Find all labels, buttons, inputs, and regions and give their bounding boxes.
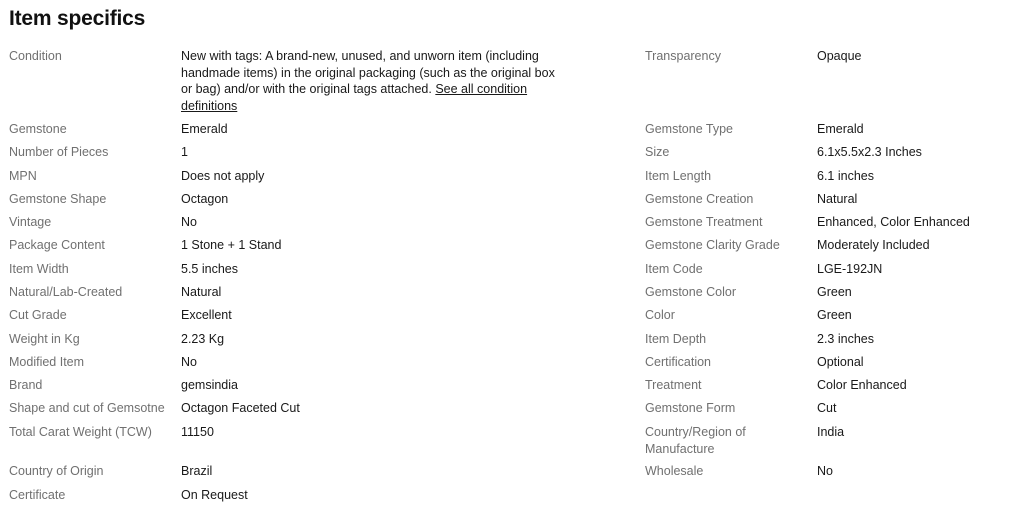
- spec-value: Natural: [817, 192, 858, 206]
- spec-label: Number of Pieces: [9, 145, 109, 159]
- condition-value: [181, 48, 566, 114]
- spec-value: Green: [817, 285, 852, 299]
- spec-value: Natural: [181, 285, 222, 299]
- spec-value: LGE-192JN: [817, 262, 883, 276]
- condition-definitions-link[interactable]: See all condition definitions: [181, 82, 528, 113]
- spec-label: Gemstone Clarity Grade: [645, 238, 780, 252]
- spec-label: Cut Grade: [9, 308, 67, 322]
- spec-label: Item Width: [9, 262, 69, 276]
- spec-label: Vintage: [9, 215, 52, 229]
- spec-value: Moderately Included: [817, 238, 930, 252]
- spec-value: 11150: [181, 425, 214, 439]
- spec-value: Emerald: [817, 122, 864, 136]
- spec-value: Emerald: [181, 122, 228, 136]
- spec-value: gemsindia: [181, 378, 238, 392]
- spec-label: Natural/Lab-Created: [9, 285, 123, 299]
- spec-label: Country/Region of Manufacture: [645, 425, 746, 456]
- spec-label: Wholesale: [645, 464, 704, 478]
- spec-value: No: [181, 355, 197, 369]
- spec-label: Country of Origin: [9, 464, 104, 478]
- spec-label: MPN: [9, 169, 37, 183]
- spec-label: Gemstone Creation: [645, 192, 754, 206]
- spec-value: Optional: [817, 355, 864, 369]
- spec-value: Does not apply: [181, 169, 265, 183]
- spec-label: Brand: [9, 378, 43, 392]
- spec-value: 1 Stone + 1 Stand: [181, 238, 282, 252]
- spec-label: Item Length: [645, 169, 712, 183]
- spec-value: No: [817, 464, 833, 478]
- spec-label: Gemstone Color: [645, 285, 737, 299]
- spec-value: On Request: [181, 488, 248, 502]
- spec-value: Opaque: [817, 49, 862, 63]
- spec-value: Color Enhanced: [817, 378, 907, 392]
- spec-value: 5.5 inches: [181, 262, 238, 276]
- spec-label: Total Carat Weight (TCW): [9, 425, 152, 439]
- section-title: Item specifics: [9, 7, 146, 30]
- spec-label: Condition: [9, 49, 62, 63]
- spec-value: 1: [181, 145, 188, 159]
- spec-label: Modified Item: [9, 355, 85, 369]
- spec-label: Gemstone Treatment: [645, 215, 763, 229]
- spec-label: Certificate: [9, 488, 66, 502]
- spec-value: Octagon Faceted Cut: [181, 401, 300, 415]
- spec-label: Item Depth: [645, 332, 707, 346]
- spec-value: Green: [817, 308, 852, 322]
- spec-label: Item Code: [645, 262, 703, 276]
- spec-label: Color: [645, 308, 675, 322]
- spec-value: 6.1 inches: [817, 169, 874, 183]
- spec-value: 6.1x5.5x2.3 Inches: [817, 145, 922, 159]
- spec-label: Gemstone Form: [645, 401, 736, 415]
- spec-label: Treatment: [645, 378, 702, 392]
- spec-label: Transparency: [645, 49, 721, 63]
- spec-value: No: [181, 215, 197, 229]
- spec-label: Gemstone Shape: [9, 192, 107, 206]
- spec-value: India: [817, 425, 845, 439]
- spec-value: 2.23 Kg: [181, 332, 225, 346]
- spec-value: Excellent: [181, 308, 232, 322]
- condition-text: New with tags: A brand-new, unused, and unworn item (including handmade items) in the original packaging (such as the original box or bag) and/or with the original tags attached.: [181, 49, 555, 96]
- spec-label: Gemstone: [9, 122, 67, 136]
- spec-label: Weight in Kg: [9, 332, 80, 346]
- spec-label: Gemstone Type: [645, 122, 734, 136]
- spec-value: 2.3 inches: [817, 332, 874, 346]
- spec-value: Enhanced, Color Enhanced: [817, 215, 970, 229]
- spec-label: Package Content: [9, 238, 105, 252]
- spec-label: Certification: [645, 355, 711, 369]
- spec-value: Cut: [817, 401, 837, 415]
- spec-value: Octagon: [181, 192, 229, 206]
- spec-value: Brazil: [181, 464, 213, 478]
- spec-label: Size: [645, 145, 670, 159]
- spec-label: Shape and cut of Gemsotne: [9, 401, 165, 415]
